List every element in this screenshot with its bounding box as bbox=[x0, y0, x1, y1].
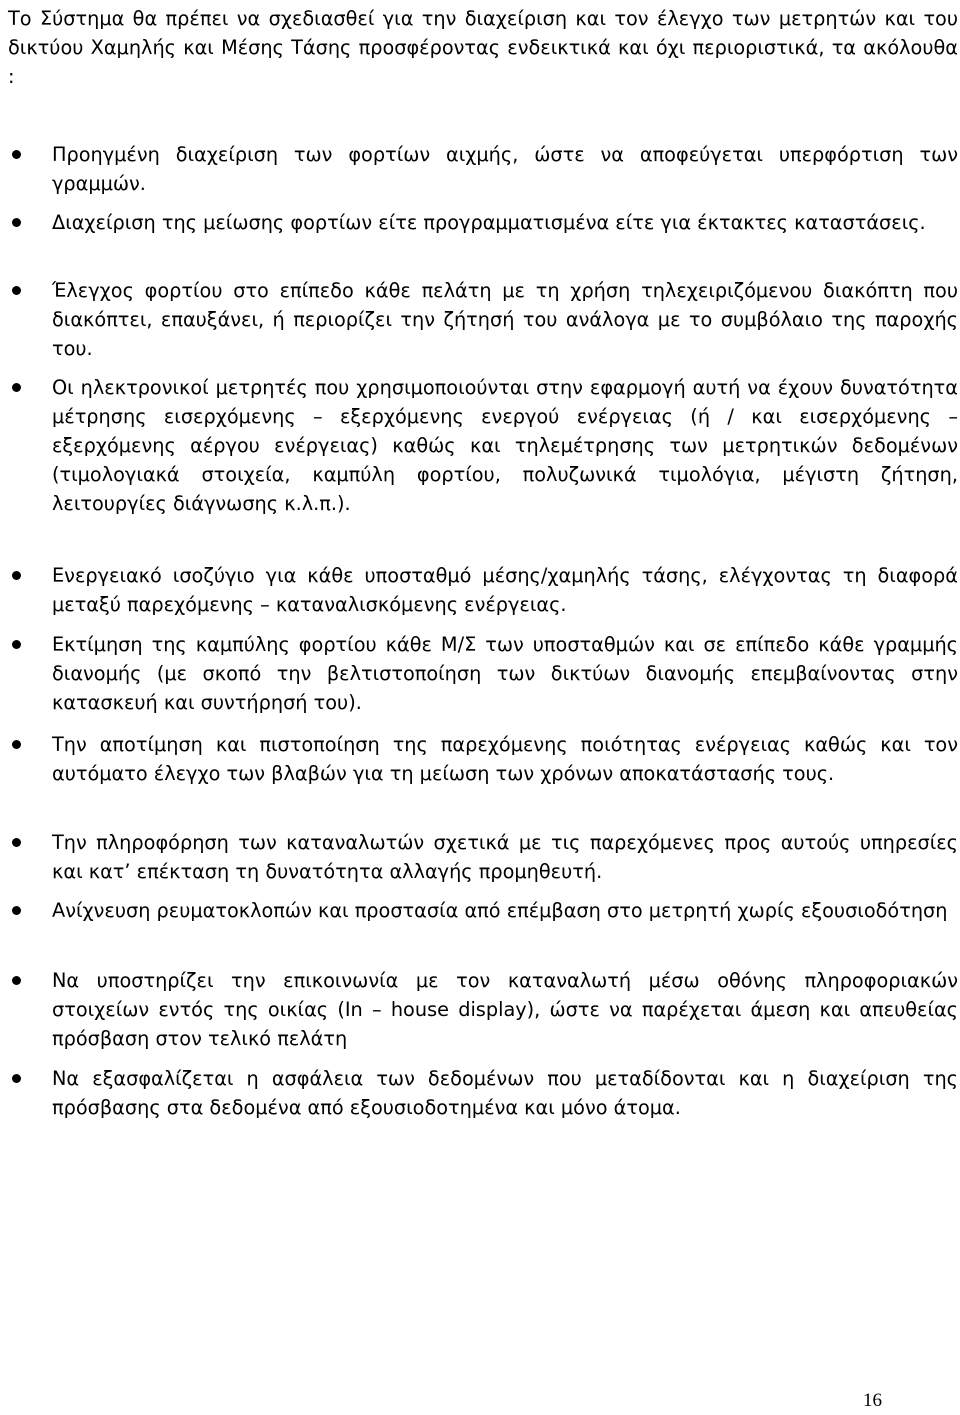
list-item-text: Έλεγχος φορτίου στο επίπεδο κάθε πελάτη με τη χρήση τηλεχειριζόμενου διακόπτη που διακόπτει, επαυξάνει, ή περιορίζει την ζήτησή του ανάλογα με το συμβόλαιο της παροχής του. bbox=[52, 279, 958, 360]
list-item-text: Να υποστηρίζει την επικοινωνία με τον καταναλωτή μέσω οθόνης πληροφοριακών στοιχείων εντός της οικίας (In – house display), ώστε να παρέχεται άμεση και απευθείας πρόσβαση στον τελικό πελάτη bbox=[52, 969, 958, 1050]
list-item-text: Να εξασφαλίζεται η ασφάλεια των δεδομένων που μεταδίδονται και η διαχείριση της πρόσβασης στα δεδομένα από εξουσιοδοτημένα και μόνο άτομα. bbox=[52, 1067, 958, 1119]
bullet-icon bbox=[12, 286, 21, 295]
bullet-icon bbox=[12, 838, 21, 847]
bullet-icon bbox=[12, 150, 21, 159]
bullet-icon bbox=[12, 1074, 21, 1083]
bullet-icon bbox=[12, 976, 21, 985]
list-item-text: Την αποτίμηση και πιστοποίηση της παρεχόμενης ποιότητας ενέργειας καθώς και τον αυτόματο έλεγχο των βλαβών για τη μείωση των χρόνων αποκατάστασής τους. bbox=[52, 733, 958, 785]
page-number: 16 bbox=[863, 1390, 882, 1411]
bullet-icon bbox=[12, 383, 21, 392]
list-item-text: Προηγμένη διαχείριση των φορτίων αιχμής, ώστε να αποφεύγεται υπερφόρτιση των γραμμών. bbox=[52, 143, 958, 195]
list-item-text: Ανίχνευση ρευματοκλοπών και προστασία από επέμβαση στο μετρητή χωρίς εξουσιοδότηση bbox=[52, 899, 948, 922]
list-item-text: Εκτίμηση της καμπύλης φορτίου κάθε Μ/Σ των υποσταθμών και σε επίπεδο κάθε γραμμής διανομής (με σκοπό την βελτιστοποίηση των δικτύων διανομής επεμβαίνοντας στην κατασκευή και συντήρησή του). bbox=[52, 633, 958, 714]
intro-paragraph: Το Σύστημα θα πρέπει να σχεδιασθεί για την διαχείριση και τον έλεγχο των μετρητών και του δικτύου Χαμηλής και Μέσης Τάσης προσφέροντας ενδεικτικά και όχι περιοριστικά, τα ακόλουθα : bbox=[8, 7, 958, 88]
list-item-text: Διαχείριση της μείωσης φορτίων είτε προγραμματισμένα είτε για έκτακτες καταστάσεις. bbox=[52, 211, 926, 234]
list-item-text: Την πληροφόρηση των καταναλωτών σχετικά με τις παρεχόμενες προς αυτούς υπηρεσίες και κατ’ επέκταση τη δυνατότητα αλλαγής προμηθευτή. bbox=[52, 831, 958, 883]
bullet-icon bbox=[12, 571, 21, 580]
bullet-icon bbox=[12, 218, 21, 227]
bullet-icon bbox=[12, 740, 21, 749]
list-item-text: Ενεργειακό ισοζύγιο για κάθε υποσταθμό μέσης/χαμηλής τάσης, ελέγχοντας τη διαφορά μεταξύ παρεχόμενης – καταναλισκόμενης ενέργειας. bbox=[52, 564, 958, 616]
list-item-text: Οι ηλεκτρονικοί μετρητές που χρησιμοποιούνται στην εφαρμογή αυτή να έχουν δυνατότητα μέτρησης εισερχόμενης – εξερχόμενης ενεργού ενέργειας (ή / και εισερχόμενης – εξερχόμενης αέργου ενέργειας) καθώς και τηλεμέτρησης των μετρητικών δεδομένων (τιμολογιακά στοιχεία, καμπύλη φορτίου, πολυζωνικά τιμολόγια, μέγιστη ζήτηση, λειτουργίες διάγνωσης κ.λ.π.). bbox=[52, 376, 958, 515]
bullet-icon bbox=[12, 906, 21, 915]
bullet-icon bbox=[12, 640, 21, 649]
